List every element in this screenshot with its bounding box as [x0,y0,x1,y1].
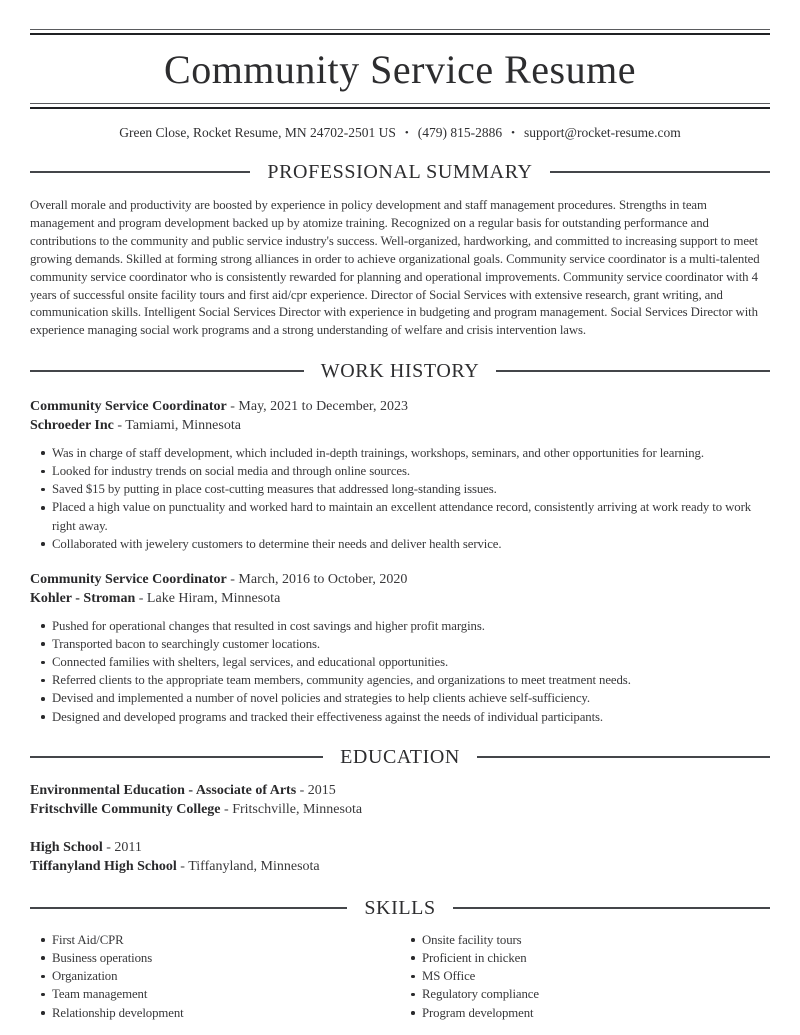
contact-address: Green Close, Rocket Resume, MN 24702-2501 US [119,125,396,140]
skill-item: First Aid/CPR [40,931,400,949]
education-school-line [30,857,770,876]
job-bullet-list [30,444,770,553]
skill-item: Regulatory compliance [410,985,770,1003]
job-company-line [30,417,770,436]
header-rule-right [477,756,770,758]
job-bullet-list [30,617,770,726]
education-entry [30,781,770,819]
job-title: Community Service Coordinator [30,399,227,415]
skill-item: Onsite facility tours [410,931,770,949]
job-company: Schroeder Inc [30,418,114,434]
job-bullet: Devised and implemented a number of novel policies and strategies to help clients achieve self-sufficiency. [40,689,770,707]
skills-column-right [400,931,770,1022]
job-location: - Tamiami, Minnesota [117,418,241,434]
contact-email: support@rocket-resume.com [524,125,681,140]
job-dates: - May, 2021 to December, 2023 [230,399,409,415]
header-rule-left [30,171,250,173]
title-top-rule [30,29,770,35]
job-bullet: Looked for industry trends on social media and through online sources. [40,462,770,480]
page-title: Community Service Resume [164,47,636,92]
section-header-professional-summary [30,159,770,185]
education-degree-line [30,838,770,857]
job-company-line [30,590,770,609]
job-company: Kohler - Stroman [30,590,136,606]
job-title-line [30,398,770,417]
skill-item: Team management [40,985,400,1003]
job-bullet: Placed a high value on punctuality and worked hard to maintain an excellent attendance record, consistently arriving at work ready to work right away. [40,498,770,534]
education-school: Tiffanyland High School [30,859,177,875]
education-degree: High School [30,840,103,856]
education-location: - Fritschville, Minnesota [224,802,363,818]
skill-item: Proficient in chicken [410,949,770,967]
summary-paragraph: Overall morale and productivity are boosted by experience in policy development and staff management procedures. Strengths in team management and program development backed up by atomize training. Recognized on a regular basis for outstanding performance and contributions to the community and public service industry's success. Well-organized, hardworking, and committed to increasing support to meet growing demands. Skilled at forming strong alliances in order to achieve organizational goals. Community service coordinator is a multi-talented community service coordinator who is consistently rewarded for planning and operational improvements. Community service coordinator with 4 years of successful onsite facility tours and first aid/cpr experience. Director of Social Services with extensive research, grant writing, and communication skills. Intelligent Social Services Director with experience in budgeting and program management. Social Services Director with experience managing social work programs and a strong understanding of welfare and crisis intervention laws. [30,198,760,338]
education-heading: EDUCATION [340,745,460,768]
education-school: Fritschville Community College [30,802,221,818]
job-location: - Lake Hiram, Minnesota [138,590,281,606]
job-bullet: Transported bacon to searchingly customer locations. [40,635,770,653]
job-title-line [30,571,770,590]
header-rule-right [453,907,770,909]
education-year: - 2015 [299,782,336,798]
contact-separator-dot: • [404,127,409,139]
skill-item: Relationship development [40,1004,400,1022]
section-header-education [30,744,770,770]
education-year: - 2011 [106,840,142,856]
job-bullet: Referred clients to the appropriate team members, community agencies, and organizations to meet treatment needs. [40,671,770,689]
title-bottom-rule [30,103,770,109]
header-rule-right [550,171,770,173]
skill-item: MS Office [410,967,770,985]
skill-item: Business operations [40,949,400,967]
header-rule-left [30,907,347,909]
job-bullet: Was in charge of staff development, which included in-depth trainings, workshops, seminars, and other opportunities for learning. [40,444,770,462]
education-degree-line [30,781,770,800]
skills-column-left [30,931,400,1022]
job-bullet: Saved $15 by putting in place cost-cutting measures that addressed long-standing issues. [40,480,770,498]
header-rule-left [30,370,304,372]
education-location: - Tiffanyland, Minnesota [180,859,320,875]
header-rule-left [30,756,323,758]
job-dates: - March, 2016 to October, 2020 [230,572,408,588]
education-degree: Environmental Education - Associate of Arts [30,782,297,798]
education-school-line [30,800,770,819]
education-entry [30,838,770,876]
skills-heading: SKILLS [364,896,436,919]
skills-columns [30,931,770,1022]
skill-item: Organization [40,967,400,985]
contact-separator-dot: • [511,127,516,139]
header-rule-right [496,370,770,372]
skill-item: Program development [410,1004,770,1022]
professional-summary-heading: PROFESSIONAL SUMMARY [267,161,533,183]
section-header-skills [30,895,770,921]
job-bullet: Collaborated with jewelery customers to determine their needs and deliver health service. [40,535,770,553]
work-history-heading: WORK HISTORY [320,360,480,383]
contact-phone: (479) 815-2886 [417,125,503,140]
job-bullet: Pushed for operational changes that resulted in cost savings and higher profit margins. [40,617,770,635]
job-title: Community Service Coordinator [30,572,227,588]
job-entry [30,398,770,553]
job-bullet: Connected families with shelters, legal services, and educational opportunities. [40,653,770,671]
job-entry [30,571,770,726]
section-header-work-history [30,358,770,384]
contact-line [30,125,770,141]
job-bullet: Designed and developed programs and tracked their effectiveness against the needs of individual participants. [40,708,770,726]
